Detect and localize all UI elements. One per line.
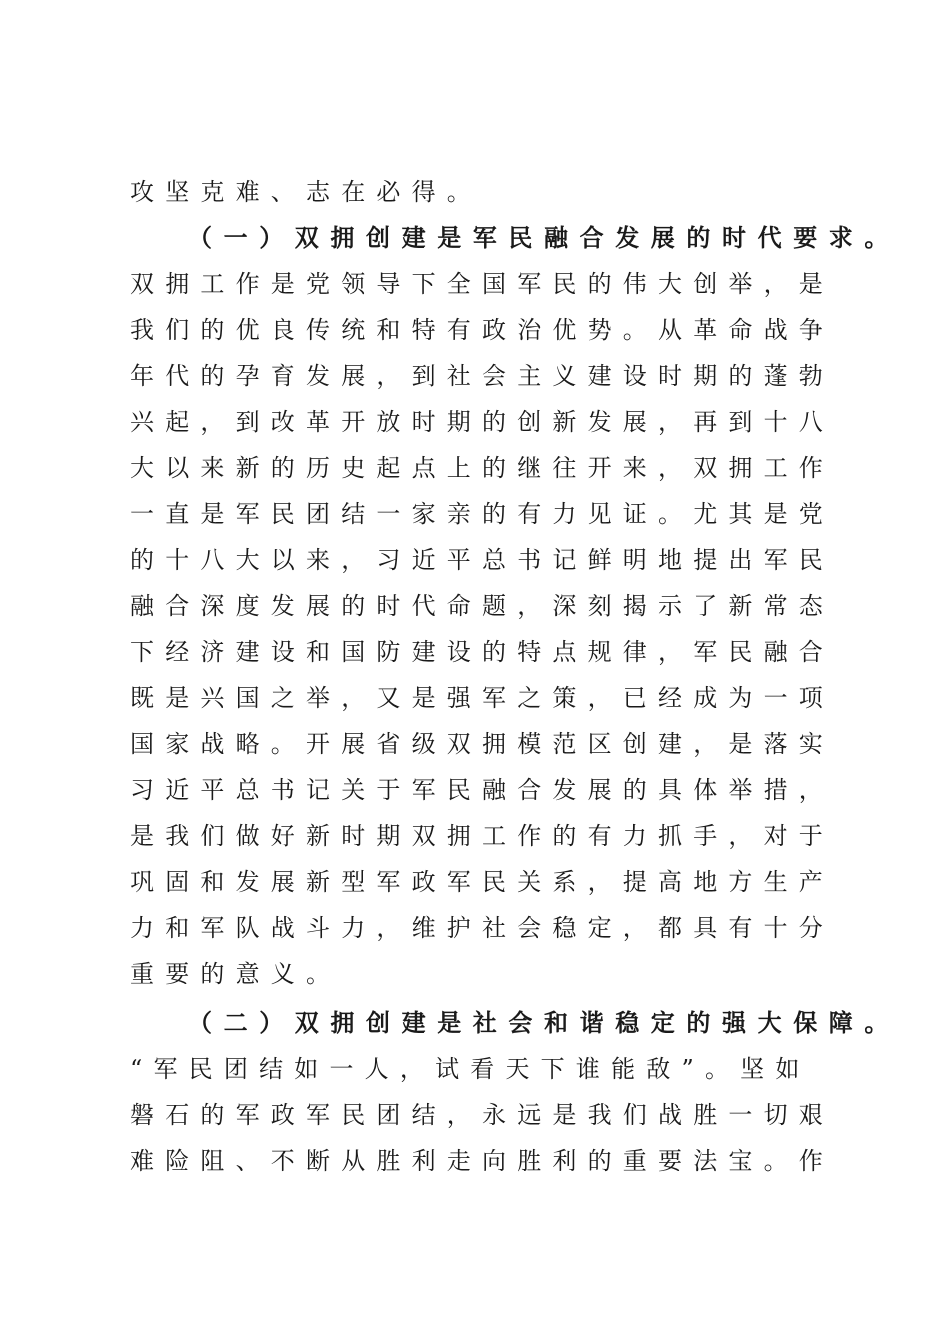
text-line: 一直是军民团结一家亲的有力见证。尤其是党 (130, 500, 834, 528)
text-line: 双拥工作是党领导下全国军民的伟大创举，是 (130, 270, 834, 298)
text-line: 磐石的军政军民团结，永远是我们战胜一切艰 (130, 1101, 834, 1129)
text-line: 攻坚克难、志在必得。 (130, 178, 482, 206)
text-line: 既是兴国之举，又是强军之策，已经成为一项 (130, 684, 834, 712)
text-line: 难险阻、不断从胜利走向胜利的重要法宝。作 (130, 1147, 834, 1175)
text-line: 我们的优良传统和特有政治优势。从革命战争 (130, 316, 834, 344)
text-line: 是我们做好新时期双拥工作的有力抓手，对于 (130, 822, 834, 850)
text-line: 习近平总书记关于军民融合发展的具体举措， (130, 776, 834, 804)
text-line: 巩固和发展新型军政军民关系，提高地方生产 (130, 868, 834, 896)
text-line: 年代的孕育发展，到社会主义建设时期的蓬勃 (130, 362, 834, 390)
text-line: 重要的意义。 (130, 960, 342, 988)
section-heading-2: （二）双拥创建是社会和谐稳定的强大保障。 (188, 1008, 900, 1037)
text-line: “军民团结如一人，试看天下谁能敌”。坚如 (130, 1055, 811, 1083)
text-line: 的十八大以来，习近平总书记鲜明地提出军民 (130, 546, 834, 574)
text-line: 大以来新的历史起点上的继往开来，双拥工作 (130, 454, 834, 482)
text-line: 国家战略。开展省级双拥模范区创建，是落实 (130, 730, 834, 758)
text-line: 兴起，到改革开放时期的创新发展，再到十八 (130, 408, 834, 436)
text-line: 下经济建设和国防建设的特点规律，军民融合 (130, 638, 834, 666)
text-line: 融合深度发展的时代命题，深刻揭示了新常态 (130, 592, 834, 620)
text-line: 力和军队战斗力，维护社会稳定，都具有十分 (130, 914, 834, 942)
section-heading-1: （一）双拥创建是军民融合发展的时代要求。 (188, 223, 900, 252)
